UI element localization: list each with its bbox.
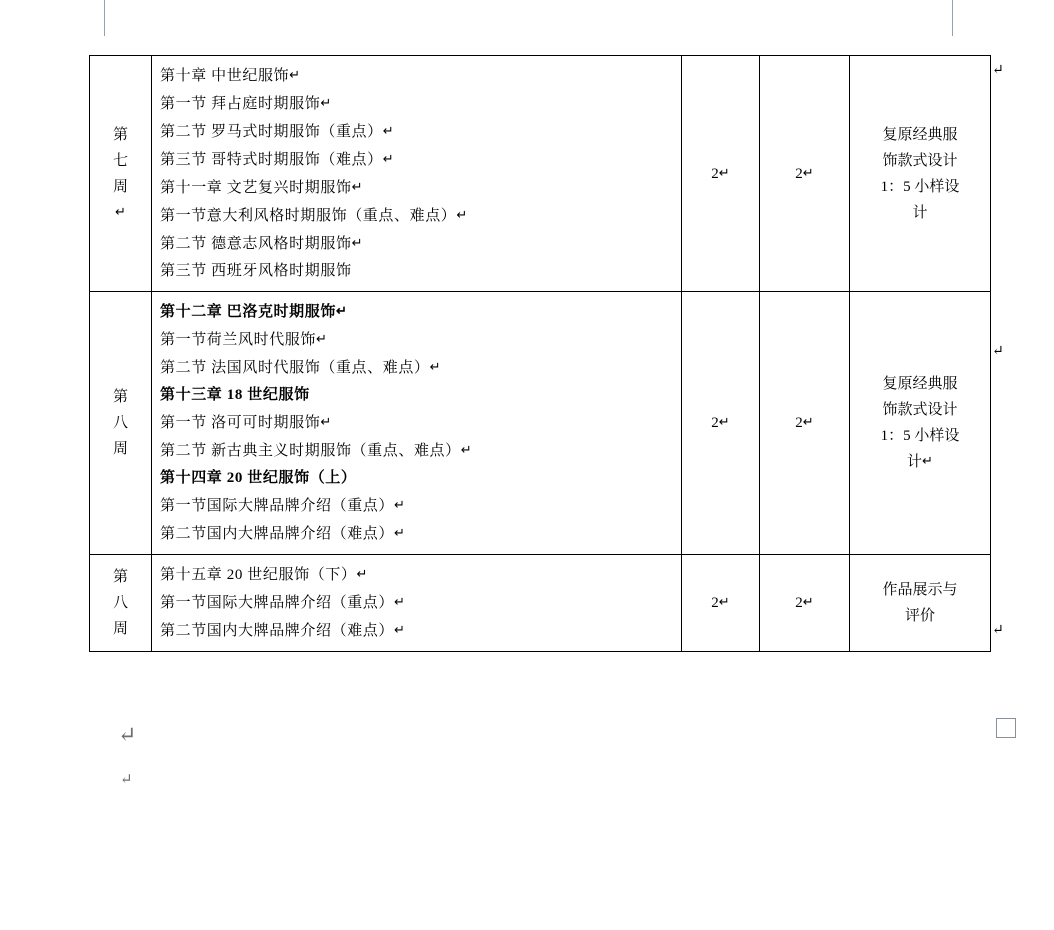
content-line: [160, 90, 673, 118]
hours-value: 2: [795, 165, 803, 182]
paragraph-mark-icon: ↵: [382, 151, 395, 166]
content-line: [160, 561, 673, 589]
week-char: 八: [112, 595, 128, 611]
paragraph-mark-icon: ↵: [356, 566, 369, 581]
paragraph-mark-icon: ↵: [802, 164, 814, 180]
remark-line: 饰款式设计: [882, 152, 958, 169]
content-line: [160, 520, 673, 548]
content-line: [160, 326, 673, 354]
content-line-text: 第二节国内大牌品牌介绍（难点）: [160, 526, 395, 542]
content-cell: [152, 56, 682, 292]
hours-cell: [682, 555, 760, 652]
content-line-text: 第一节 拜占庭时期服饰: [160, 96, 321, 112]
content-line-text: 第二节 德意志风格时期服饰: [160, 236, 352, 252]
paragraph-mark-icon: ↵: [316, 331, 328, 346]
content-line-text: 第一节荷兰风时代服饰: [160, 332, 317, 348]
content-line: [160, 258, 673, 285]
hours-value: 2: [795, 415, 803, 431]
content-line: [160, 174, 673, 202]
content-line-text: 第十一章 文艺复兴时期服饰: [160, 180, 352, 196]
content-line-text: 第十五章 20 世纪服饰（下）: [160, 567, 357, 583]
content-line-text: 第十四章 20 世纪服饰（上）: [160, 470, 357, 486]
content-line: [160, 354, 673, 382]
table-anchor-box[interactable]: [996, 718, 1016, 738]
hours-cell: [682, 56, 760, 292]
content-line: [160, 146, 673, 174]
content-cell: [152, 555, 682, 652]
hours-value: 2: [711, 595, 719, 611]
table-row: [90, 555, 991, 652]
remark-cell: [850, 56, 991, 292]
content-line: [160, 62, 673, 90]
content-line: [160, 617, 673, 645]
content-line-text: 第十章 中世纪服饰: [160, 68, 290, 84]
paragraph-mark-icon: ↵: [120, 772, 133, 788]
week-char: 第: [112, 389, 128, 405]
paragraph-mark-icon: ↵: [394, 525, 406, 540]
content-line: [160, 409, 673, 437]
content-line: [160, 202, 673, 230]
week-cell: [90, 56, 152, 292]
content-cell: [152, 292, 682, 555]
row-paragraph-mark-icon: ↵: [992, 344, 1004, 359]
content-line: [160, 382, 673, 409]
remark-line: 复原经典服: [882, 126, 958, 143]
paragraph-mark-icon: ↵: [320, 414, 332, 429]
week-char: 八: [112, 415, 128, 431]
week-char: 第: [112, 569, 128, 585]
paragraph-mark-icon: ↵: [718, 414, 730, 429]
paragraph-mark-icon: ↵: [460, 442, 473, 457]
content-line: [160, 589, 673, 617]
remark-line: 评价: [904, 608, 935, 624]
hours-cell: [760, 292, 850, 555]
content-line-text: 第二节 罗马式时期服饰（重点）: [160, 124, 383, 140]
margin-guide-top-right: [952, 0, 953, 36]
remark-line: 作品展示与: [882, 582, 958, 598]
table-row: [90, 56, 991, 292]
remark-line: 1：5 小样设: [880, 178, 960, 195]
paragraph-mark-icon: ↵: [289, 67, 301, 82]
week-char: 七: [112, 152, 128, 169]
remark-line: 计: [912, 204, 928, 221]
paragraph-mark-icon: ↵: [115, 203, 126, 219]
content-line-text: 第二节 新古典主义时期服饰（重点、难点）: [160, 443, 461, 459]
margin-guide-top-left: [104, 0, 105, 36]
paragraph-mark-icon: ↵: [922, 453, 933, 468]
paragraph-mark-icon: ↵: [335, 303, 348, 318]
paragraph-mark-icon: ↵: [802, 414, 814, 429]
remark-line: 1：5 小样设: [880, 428, 960, 444]
hours-cell: [760, 555, 850, 652]
content-line-text: 第二节 法国风时代服饰（重点、难点）: [160, 360, 430, 376]
paragraph-mark-icon: ↵: [382, 123, 395, 138]
row-paragraph-mark-icon: ↵: [992, 623, 1004, 638]
course-schedule-table: [89, 55, 991, 652]
paragraph-mark-icon: ↵: [351, 179, 364, 194]
content-line: [160, 230, 673, 258]
content-line: [160, 118, 673, 146]
content-line-text: 第三节 西班牙风格时期服饰: [160, 263, 352, 279]
paragraph-mark-icon: ↵: [118, 722, 137, 747]
content-line-text: 第一节国际大牌品牌介绍（重点）: [160, 595, 395, 611]
hours-cell: [682, 292, 760, 555]
week-char: 周: [112, 178, 128, 195]
remark-line-text: 计: [907, 454, 923, 470]
paragraph-mark-icon: ↵: [394, 622, 406, 637]
row-paragraph-mark-icon: ↵: [992, 63, 1004, 78]
content-line-text: 第十三章 18 世纪服饰: [160, 387, 310, 403]
content-line-text: 第二节国内大牌品牌介绍（难点）: [160, 623, 395, 639]
week-char: 第: [112, 126, 128, 143]
paragraph-mark-icon: ↵: [718, 594, 730, 609]
content-line-text: 第十二章 巴洛克时期服饰: [160, 304, 336, 320]
hours-value: 2: [711, 415, 719, 431]
hours-value: 2: [711, 165, 719, 182]
week-char: 周: [112, 441, 128, 457]
content-line: [160, 492, 673, 520]
content-line-text: 第一节意大利风格时期服饰（重点、难点）: [160, 208, 457, 224]
table-row: [90, 292, 991, 555]
content-line: [160, 465, 673, 492]
content-line: [160, 298, 673, 326]
paragraph-mark-icon: ↵: [718, 164, 730, 180]
remark-line-last: [858, 449, 982, 475]
week-char: 周: [112, 621, 128, 637]
hours-value: 2: [795, 595, 803, 611]
paragraph-mark-icon: ↵: [394, 497, 406, 512]
content-line: [160, 437, 673, 465]
paragraph-mark-icon: ↵: [351, 235, 364, 250]
week-cell: [90, 292, 152, 555]
paragraph-mark-icon: ↵: [802, 594, 814, 609]
content-line-text: 第一节 洛可可时期服饰: [160, 415, 321, 431]
content-line-text: 第一节国际大牌品牌介绍（重点）: [160, 498, 395, 514]
remark-line: 复原经典服: [882, 376, 958, 392]
paragraph-mark-icon: ↵: [320, 95, 332, 110]
paragraph-mark-icon: ↵: [394, 594, 406, 609]
week-cell: [90, 555, 152, 652]
remark-line: 饰款式设计: [882, 402, 958, 418]
remark-cell: [850, 555, 991, 652]
paragraph-mark-icon: ↵: [456, 207, 468, 222]
hours-cell: [760, 56, 850, 292]
remark-cell: [850, 292, 991, 555]
paragraph-mark-icon: ↵: [429, 359, 442, 374]
content-line-text: 第三节 哥特式时期服饰（难点）: [160, 152, 383, 168]
